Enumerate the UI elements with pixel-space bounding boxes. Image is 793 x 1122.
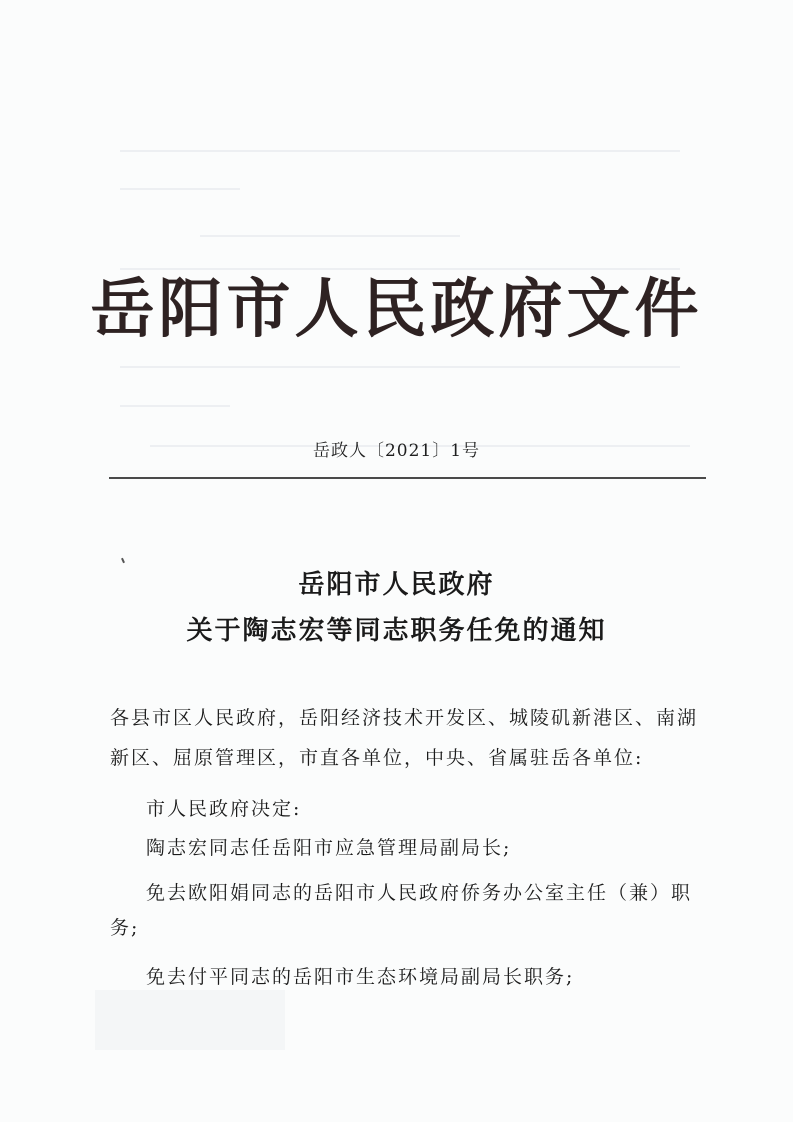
dismissal-item-continued: 务; — [110, 917, 140, 939]
scan-bleed-line — [120, 268, 680, 270]
notice-title-issuer: 岳阳市人民政府 — [298, 570, 495, 600]
appointment-item: 陶志宏同志任岳阳市应急管理局副局长; — [146, 837, 512, 859]
scan-speck — [121, 558, 125, 563]
dismissal-item: 免去欧阳娟同志的岳阳市人民政府侨务办公室主任（兼）职 — [146, 882, 693, 904]
scan-bleed-line — [120, 366, 680, 368]
dismissal-item: 免去付平同志的岳阳市生态环境局副局长职务; — [146, 966, 575, 988]
notice-title-subject: 关于陶志宏等同志职务任免的通知 — [186, 616, 607, 646]
scan-bleed-line — [120, 188, 240, 190]
scan-bleed-line — [120, 150, 680, 152]
decision-intro: 市人民政府决定: — [146, 798, 302, 820]
document-masthead: 岳阳市人民政府文件 — [90, 273, 703, 347]
scan-bleed-line — [120, 405, 230, 407]
scan-bleed-line — [200, 235, 460, 237]
document-number: 岳政人〔2021〕1号 — [312, 441, 481, 461]
scan-shadow — [95, 990, 285, 1050]
notice-salutation: 各县市区人民政府，岳阳经济技术开发区、城陵矶新港区、南湖新区、屈原管理区，市直各单位，中央、省属驻岳各单位: — [110, 707, 699, 769]
header-divider — [109, 477, 706, 479]
